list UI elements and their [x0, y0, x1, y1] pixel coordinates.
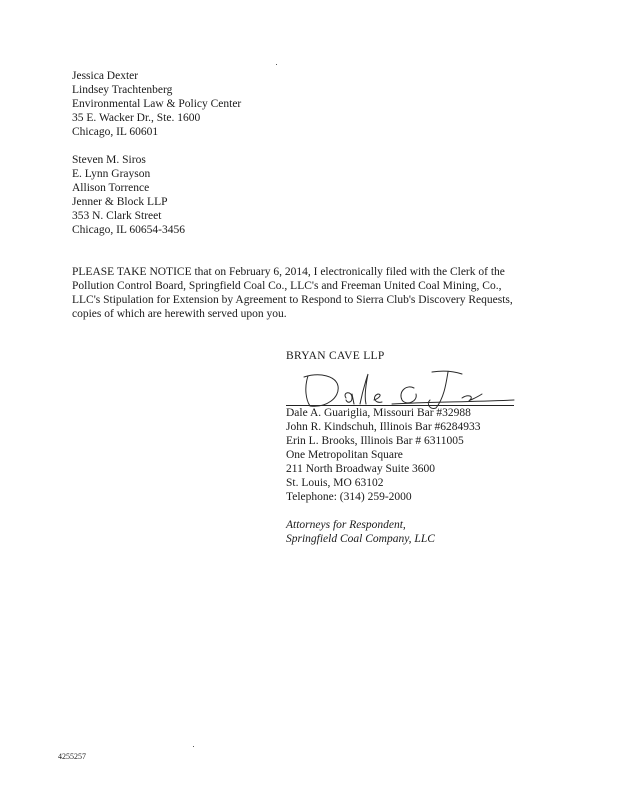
recipient-name: Allison Torrence: [72, 182, 150, 194]
recipient-block-elpc: [72, 69, 241, 139]
notice-line: PLEASE TAKE NOTICE that on February 6, 2014, I electronically filed with the Clerk of the: [72, 266, 505, 278]
signature-image: [296, 368, 521, 410]
recipient-street: 353 N. Clark Street: [72, 210, 162, 222]
handwritten-signature: [296, 368, 521, 410]
notice-line: LLC's Stipulation for Extension by Agreement to Respond to Sierra Club's Discovery Requests,: [72, 294, 513, 306]
recipient-name: E. Lynn Grayson: [72, 168, 151, 180]
recipient-block-jenner: [72, 153, 185, 237]
recipient-organization: Environmental Law & Policy Center: [72, 98, 242, 110]
document-number: 4255257: [58, 752, 86, 761]
scan-speck: [276, 64, 277, 65]
attorneys-for-line: Attorneys for Respondent,: [286, 519, 406, 531]
recipient-city: Chicago, IL 60654-3456: [72, 224, 185, 236]
firm-address: 211 North Broadway Suite 3600: [286, 463, 436, 475]
recipient-organization: Jenner & Block LLP: [72, 196, 168, 208]
firm-city: St. Louis, MO 63102: [286, 477, 384, 489]
attorneys-for: [286, 518, 435, 546]
recipient-name: Steven M. Siros: [72, 154, 146, 166]
firm-telephone: Telephone: (314) 259-2000: [286, 491, 412, 503]
notice-paragraph: [72, 265, 542, 321]
attorney-line: Dale A. Guariglia, Missouri Bar #32988: [286, 407, 471, 419]
firm-address: One Metropolitan Square: [286, 449, 403, 461]
recipient-name: Jessica Dexter: [72, 70, 139, 82]
signer-block: [286, 406, 481, 504]
notice-line: Pollution Control Board, Springfield Coal Co., LLC's and Freeman United Coal Mining, Co.,: [72, 280, 502, 292]
recipient-name: Lindsey Trachtenberg: [72, 84, 173, 96]
scan-speck: [193, 746, 194, 747]
recipient-city: Chicago, IL 60601: [72, 126, 159, 138]
notice-line: copies of which are herewith served upon you.: [72, 308, 287, 320]
attorney-line: Erin L. Brooks, Illinois Bar # 6311005: [286, 435, 464, 447]
attorney-line: John R. Kindschuh, Illinois Bar #6284933: [286, 421, 481, 433]
client-name: Springfield Coal Company, LLC: [286, 533, 435, 545]
recipient-street: 35 E. Wacker Dr., Ste. 1600: [72, 112, 201, 124]
firm-name: BRYAN CAVE LLP: [286, 350, 385, 362]
